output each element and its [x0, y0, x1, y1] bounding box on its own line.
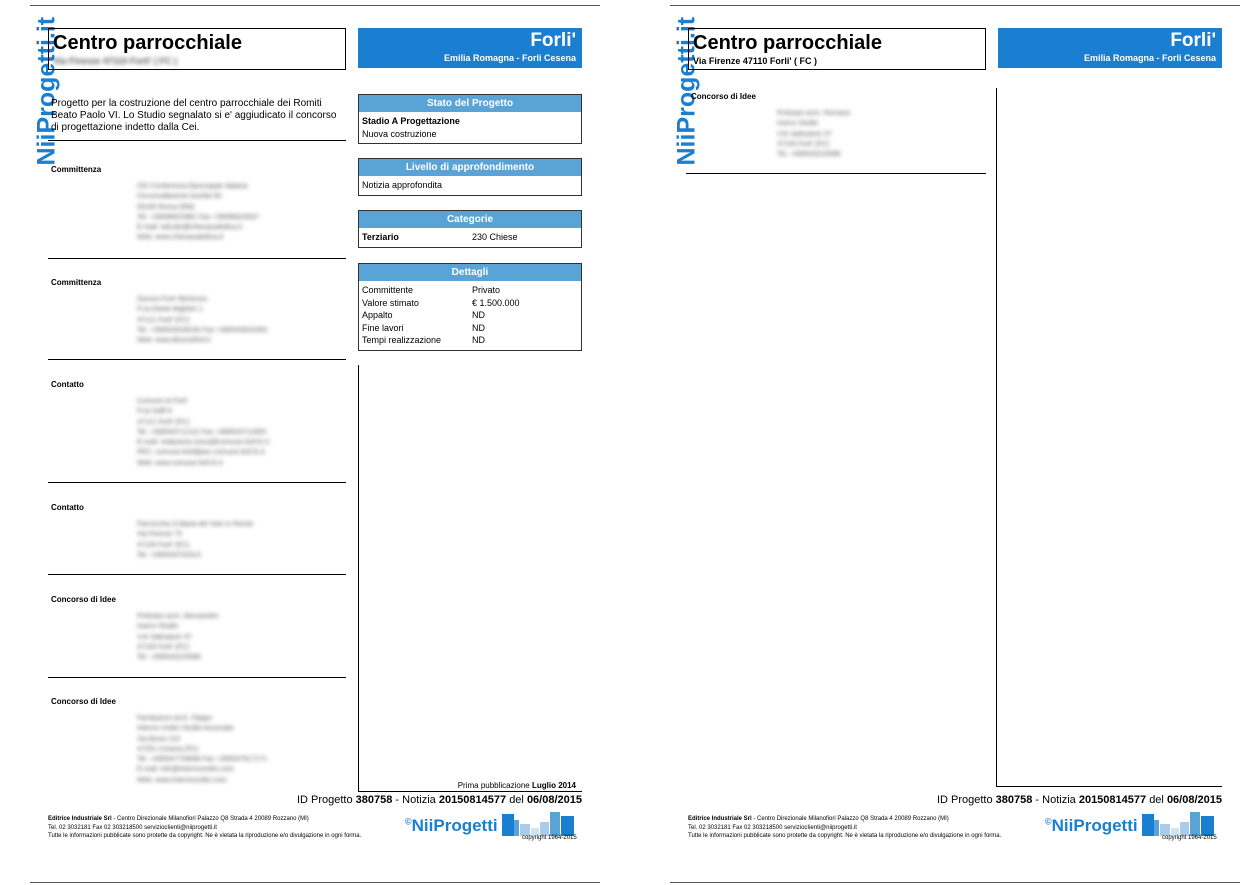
contact-line: Pambianco arch. Filippo	[137, 715, 213, 722]
region-label: Emilia Romagna - Forli Cesena	[443, 53, 576, 63]
dettagli-panel	[358, 263, 582, 351]
detail-value: € 1.500.000	[472, 297, 520, 308]
contact-line: Tel. +390543702913	[137, 551, 201, 559]
stato-panel	[358, 94, 582, 144]
notizia-date: 06/08/2015	[1166, 794, 1222, 806]
brand-name-wrap	[1045, 816, 1138, 836]
footer-address: - Centro Direzionale Milanofiori Palazzo Q8 Strada 4 20089 Rozzano (MI)	[751, 816, 949, 822]
contact-line: 00165 Roma (RM)	[137, 203, 195, 211]
contact-line: CEI Conferenza Episcopale Italiana	[137, 183, 248, 190]
date-label: del	[509, 794, 524, 806]
id-label: ID Progetto	[296, 794, 353, 806]
contact-line: Tel. +390543028240 Fax +390543024303	[137, 326, 268, 334]
footer-contacts: Tel. 02 3032181 Fax 02 303218500 serviziocIienti@niiprogetti.it	[688, 824, 857, 831]
footer	[688, 815, 1048, 841]
detail-row	[362, 322, 578, 335]
bottom-rule	[30, 882, 600, 883]
contact-line: 47121 Forli' (FC)	[137, 418, 190, 426]
contact-block	[137, 520, 345, 561]
location-box	[998, 28, 1222, 68]
detail-value: ND	[472, 322, 485, 333]
stage-value: Stadio A Progettazione	[362, 116, 460, 126]
contact-line: Tel. +390543712111 Fax +390543712450	[137, 428, 266, 436]
project-id: 380758	[355, 794, 393, 806]
panel-body	[359, 112, 581, 143]
contact-line: Tel. +390547726696 Fax +390547617171	[137, 756, 268, 764]
top-rule	[30, 5, 600, 6]
title-box	[48, 28, 346, 70]
section-concorso-2	[51, 697, 345, 786]
title-box	[688, 28, 986, 70]
section-heading: Contatto	[51, 503, 84, 512]
detail-key: Fine lavori	[362, 322, 404, 333]
city-label: Forli'	[1170, 30, 1216, 51]
divider	[48, 258, 346, 259]
divider	[48, 574, 346, 575]
section-contatto-1	[51, 380, 345, 469]
project-id: 380758	[995, 794, 1033, 806]
detail-row	[362, 297, 578, 310]
contact-block	[137, 714, 345, 786]
contact-line: P.za Dante Alighieri 1	[137, 306, 204, 314]
divider	[686, 173, 986, 174]
panel-header: Categorie	[359, 211, 581, 228]
category-value: 230 Chiese	[472, 232, 518, 242]
detail-key: Valore stimato	[362, 297, 419, 308]
contact-line: 47121 Forli' (FC)	[137, 316, 190, 324]
divider	[48, 482, 346, 483]
panel-body	[359, 281, 581, 350]
section-heading: Concorso di Idee	[51, 595, 116, 604]
detail-row	[362, 284, 578, 297]
id-label: ID Progetto	[936, 794, 993, 806]
page-title: Centro parrocchiale	[693, 32, 882, 54]
top-rule	[670, 5, 1240, 6]
side-logo: NiiProgetti.it	[32, 16, 61, 166]
report-page-1	[0, 0, 600, 885]
contact-block	[777, 109, 985, 160]
brand-name-wrap	[405, 816, 498, 836]
footer-company: Editrice Industriale Srl	[48, 816, 112, 822]
section-contatto-2	[51, 503, 345, 561]
project-address: Via Firenze 47110 Forli' ( FC )	[53, 56, 178, 66]
detail-value: ND	[472, 310, 485, 320]
project-description: Progetto per la costruzione del centro parrocchiale dei Romiti Beato Paolo VI. Lo Studio segnalato si e' aggiudicato il concorso di progettazione indetto dalla Cei.	[51, 98, 337, 133]
footer-contacts: Tel. 02 3032181 Fax 02 303218500 serviziocIienti@niiprogetti.it	[48, 824, 217, 831]
contact-line: Via Firenze 75	[137, 531, 183, 539]
section-concorso-1	[51, 595, 345, 663]
column-divider	[358, 365, 359, 792]
contact-line: Parrocchia S.Maria del Voto in Romiti	[137, 521, 253, 528]
contact-line: Comune di Forli'	[137, 398, 188, 405]
contact-line: P.za Saffi 8	[137, 408, 172, 416]
notizia-label: - Notizia	[395, 794, 436, 806]
brand-logo	[1045, 810, 1214, 836]
first-pub-label: Prima pubblicazione	[457, 781, 530, 790]
contact-line: Tel. +390543220086	[137, 654, 201, 662]
skyline-icon	[1142, 810, 1214, 836]
category-row	[362, 231, 578, 244]
section-concorso-3	[691, 92, 985, 160]
divider	[48, 359, 346, 360]
first-publication	[430, 781, 576, 790]
detail-key: Tempi realizzazione	[362, 335, 442, 345]
contact-block	[137, 295, 345, 346]
contact-line: Preloiani arch. Romano	[777, 110, 851, 117]
footer-disclaimer: Tutte le informazioni pubblicate sono protette da copyright. Ne è vietata la riproduzione e/o divulgazione in ogni forma.	[688, 833, 1002, 839]
contact-line: Web: www.diocesiforli.it	[137, 337, 211, 345]
detail-value: Privato	[472, 285, 501, 295]
page-title: Centro parrocchiale	[53, 32, 242, 54]
contact-line: Diocesi Forli' Bertinoro	[137, 296, 208, 303]
contact-line: Preloiani arch. Alessandro	[137, 613, 219, 620]
contact-line: Inarco Studio	[777, 120, 819, 128]
contact-line: Web: www.comune.forli.fc.it	[137, 459, 223, 467]
contact-line: 47100 Forli' (FC)	[137, 541, 190, 549]
skyline-icon	[502, 810, 574, 836]
notizia-id: 20150814577	[438, 794, 507, 806]
contact-line: Web: www.internoundici.com	[137, 776, 227, 784]
contact-line: Circonvallazione Aurelia 50	[137, 193, 222, 201]
notizia-id: 20150814577	[1078, 794, 1147, 806]
bottom-rule	[670, 882, 1240, 883]
first-pub-value: Luglio 2014	[531, 781, 576, 790]
livello-value: Notizia approfondita	[362, 180, 443, 190]
section-heading: Committenza	[51, 165, 102, 174]
brand-name: NiiProgetti	[1051, 816, 1138, 835]
contact-line: Tel. +39066623981 Fax +39066623037	[137, 213, 260, 221]
contact-line: 47100 Forli' (FC)	[777, 140, 830, 148]
section-heading: Contatto	[51, 380, 84, 389]
copyright-text: copyright 1964-2015	[522, 835, 577, 841]
contact-line: E-mail: edculto@chiesacattolica.it	[137, 224, 242, 232]
panel-header: Dettagli	[359, 264, 581, 281]
categorie-panel	[358, 210, 582, 248]
contact-line: E-mail: redazione.civica@comune.forli.fc.it	[137, 439, 269, 447]
footer-address: - Centro Direzionale Milanofiori Palazzo Q8 Strada 4 20089 Rozzano (MI)	[111, 816, 309, 822]
panel-body	[359, 228, 581, 247]
detail-row	[362, 334, 578, 347]
brand-name: NiiProgetti	[411, 816, 498, 835]
panel-header: Livello di approfondimento	[359, 159, 581, 176]
id-line	[297, 794, 582, 806]
brand-logo	[405, 810, 574, 836]
section-heading: Committenza	[51, 278, 102, 287]
id-line	[937, 794, 1222, 806]
report-page-2	[640, 0, 1240, 885]
brand-mark: ©	[405, 816, 412, 827]
section-committenza-2	[51, 278, 345, 346]
contact-block	[137, 182, 345, 244]
notizia-label: - Notizia	[1035, 794, 1076, 806]
contact-block	[137, 397, 345, 469]
contact-block	[137, 612, 345, 663]
contact-line: Web: www.chiesacattolica.it	[137, 234, 224, 242]
type-value: Nuova costruzione	[362, 128, 437, 139]
detail-key: Committente	[362, 285, 414, 295]
contact-line: Interno Undici Studio Associato	[137, 725, 234, 733]
footer	[48, 815, 408, 841]
divider	[48, 140, 346, 141]
contact-line: 47251 Cesena (FC)	[137, 745, 199, 753]
contact-line: Inarco Studio	[137, 623, 179, 631]
livello-panel	[358, 158, 582, 196]
section-heading: Concorso di Idee	[51, 697, 116, 706]
panel-header: Stato del Progetto	[359, 95, 581, 112]
contact-line: E-mail: info@internoundici.com	[137, 766, 234, 774]
detail-row	[362, 309, 578, 322]
project-address: Via Firenze 47110 Forli' ( FC )	[693, 56, 818, 66]
city-label: Forli'	[530, 30, 576, 51]
contact-line: Tel. +390543220086	[777, 151, 841, 159]
region-label: Emilia Romagna - Forli Cesena	[1083, 53, 1216, 63]
contact-line: Via Bovio 210	[137, 735, 181, 743]
contact-line: PEC: comune.forli@pec.comune.forli.fc.it	[137, 449, 265, 457]
detail-key: Appalto	[362, 310, 393, 320]
copyright-text: copyright 1964-2015	[1162, 835, 1217, 841]
notizia-date: 06/08/2015	[526, 794, 582, 806]
date-label: del	[1149, 794, 1164, 806]
location-box	[358, 28, 582, 68]
section-committenza-1	[51, 165, 345, 244]
section-heading: Concorso di Idee	[691, 92, 756, 101]
divider	[48, 677, 346, 678]
column-divider	[996, 88, 997, 786]
contact-line: V.le Salinatore 37	[137, 633, 192, 641]
divider	[358, 791, 582, 792]
divider	[996, 786, 1222, 787]
panel-body	[359, 176, 581, 195]
contact-line: 47100 Forli' (FC)	[137, 643, 190, 651]
detail-value: ND	[472, 335, 485, 345]
footer-company: Editrice Industriale Srl	[688, 816, 752, 822]
contact-line: V.le Salinatore 37	[777, 130, 832, 138]
category-key: Terziario	[362, 232, 399, 242]
footer-disclaimer: Tutte le informazioni pubblicate sono protette da copyright. Ne è vietata la riproduzione e/o divulgazione in ogni forma.	[48, 833, 362, 839]
side-logo: NiiProgetti.it	[672, 16, 701, 166]
brand-mark: ©	[1045, 816, 1052, 827]
